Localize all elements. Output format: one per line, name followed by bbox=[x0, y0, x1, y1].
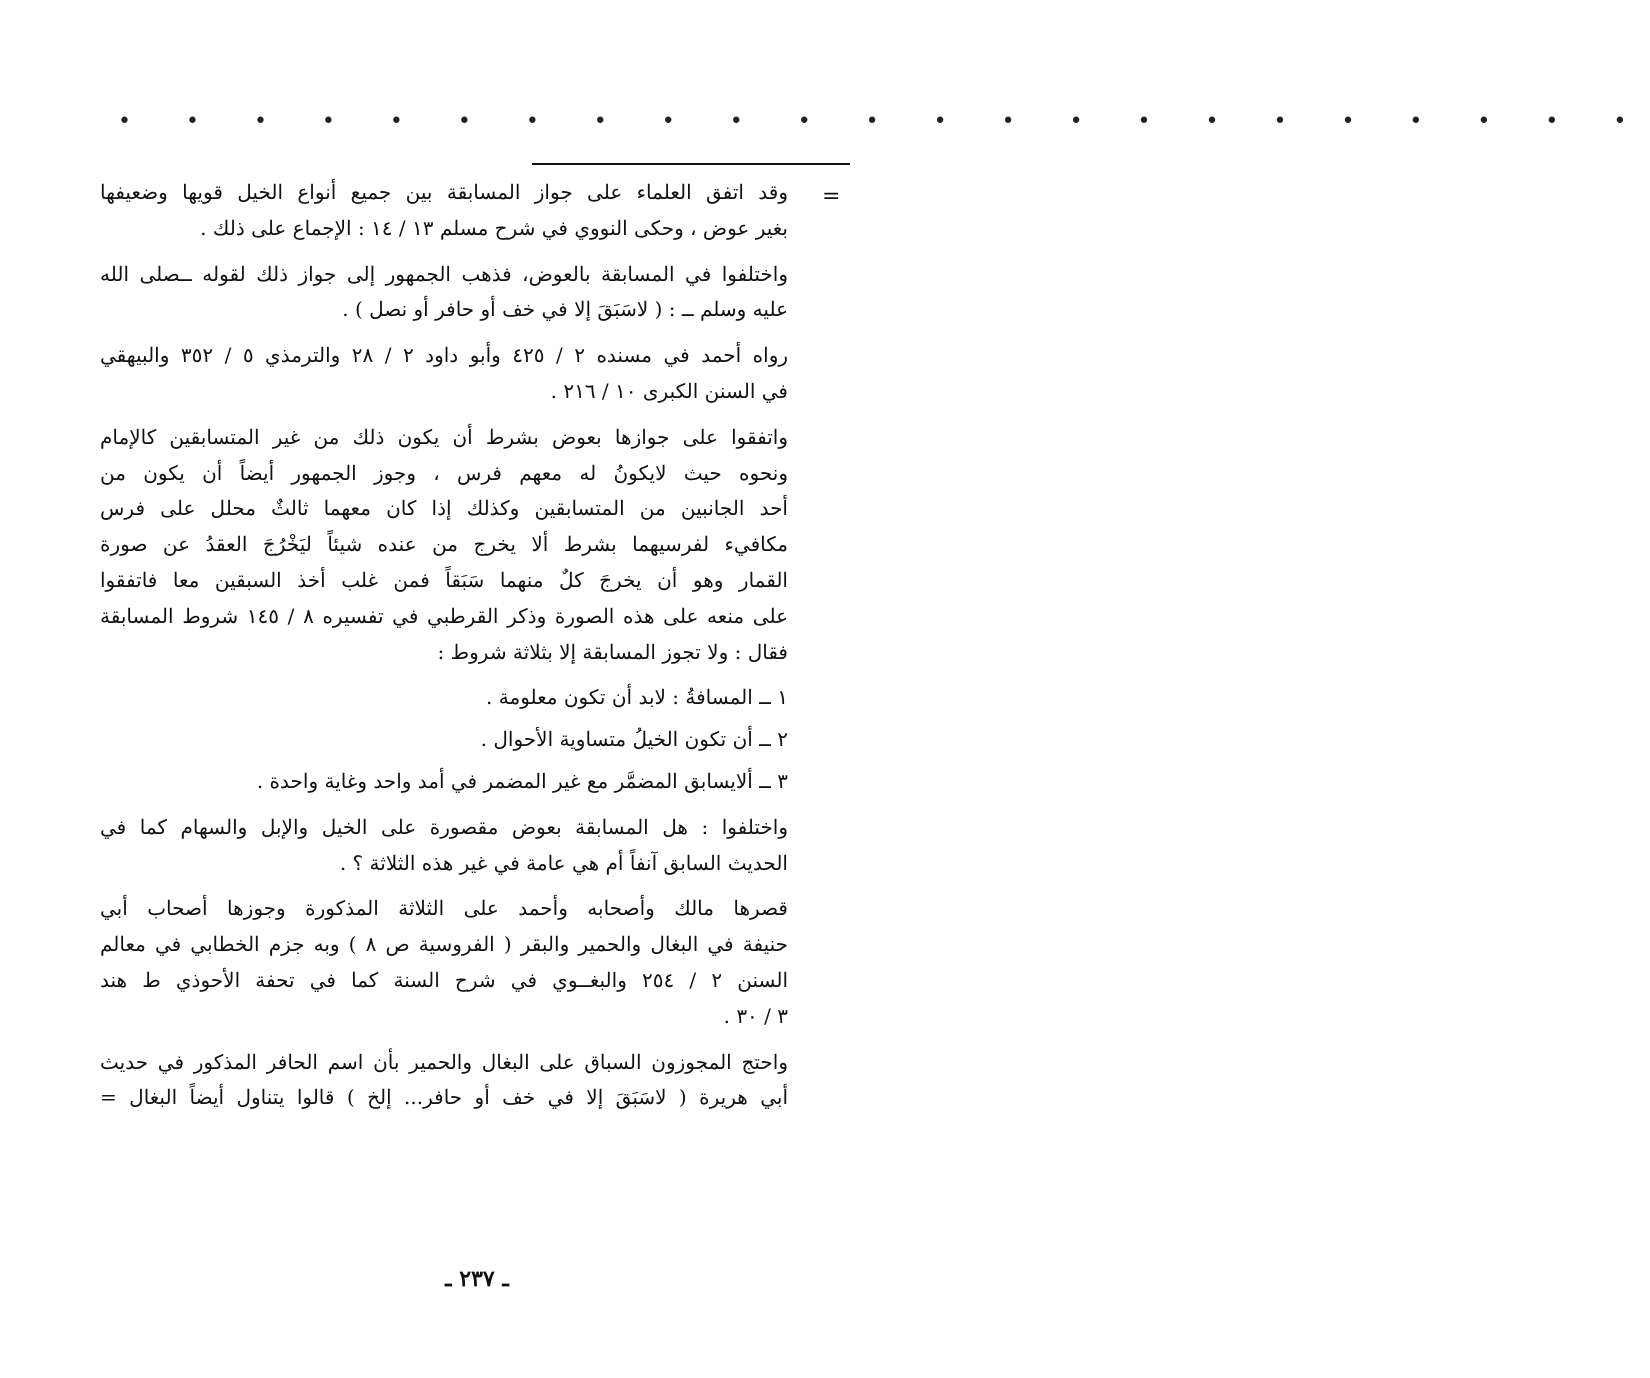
text-line: على منعه على هذه الصورة وذكر القرطبي في تفسيره ٨ / ١٤٥ شروط المسابقة bbox=[100, 603, 789, 628]
text-line: بغير عوض ، وحكى النووي في شرح مسلم ١٣ / ١٤ : الإجماع على ذلك . bbox=[200, 215, 788, 240]
condition-item: ١ ــ المسافةُ : لابد أن تكون معلومة . bbox=[486, 685, 788, 710]
text-line: وقد اتفق العلماء على جواز المسابقة بين جميع أنواع الخيل قويها وضعيفها bbox=[100, 180, 788, 204]
text-line: واختلفوا : هل المسابقة بعوض مقصورة على الخيل والإبل والسهام كما في bbox=[100, 814, 788, 839]
conditions-list bbox=[100, 680, 788, 799]
text-line: أبي هريرة ( لاسَبَقَ إلا في خف أو حافر... إلخ ) قالوا يتناول أيضاً البغال = bbox=[100, 1085, 788, 1110]
condition-item: ٣ ــ ألايسابق المضمَّر مع غير المضمر في أمد واحد وغاية واحدة . bbox=[256, 768, 788, 793]
text-line: رواه أحمد في مسنده ٢ / ٤٢٥ وأبو داود ٢ / ٢٨ والترمذي ٥ / ٣٥٢ والبيهقي bbox=[100, 343, 789, 368]
text-line: قصرها مالك وأصحابه وأحمد على الثلاثة المذكورة وجوزها أصحاب أبي bbox=[100, 896, 788, 921]
footnote-rule bbox=[532, 163, 850, 165]
paragraph-argument bbox=[100, 1045, 788, 1117]
paragraph-consensus bbox=[100, 175, 788, 247]
text-line: حنيفة في البغال والحمير والبقر ( الفروسية ص ٨ ) وبه جزم الخطابي في معالم bbox=[100, 932, 788, 957]
text-line: القمار وهو أن يخرجَ كلٌ منهما سَبَقاً فمن غلب أخذ السبقين معا فاتفقوا bbox=[100, 567, 788, 592]
footnote-text bbox=[100, 175, 788, 1126]
condition-item: ٢ ــ أن تكون الخيلُ متساوية الأحوال . bbox=[480, 727, 788, 752]
text-line: فقال : ولا تجوز المسابقة إلا بثلاثة شروط : bbox=[437, 639, 788, 664]
text-line: واتفقوا على جوازها بعوض بشرط أن يكون ذلك من غير المتسابقين كالإمام bbox=[100, 424, 788, 449]
continuation-mark: = bbox=[822, 184, 841, 209]
paragraph-disagreement bbox=[100, 257, 788, 329]
text-line: واختلفوا في المسابقة بالعوض، فذهب الجمهور إلى جواز ذلك لقوله ــصلى الله bbox=[100, 261, 788, 286]
text-line: ونحوه حيث لايكونُ له معهم فرس ، وجوز الجمهور أيضاً أن يكون من bbox=[100, 460, 788, 485]
paragraph-schools bbox=[100, 891, 788, 1034]
text-line: الحديث السابق آنفاً أم هي عامة في غير هذه الثلاثة ؟ . bbox=[339, 850, 788, 875]
text-line: مكافيء لفرسيهما بشرط ألا يخرج من عنده شيئاً ليَخْرُجَ العقدُ عن صورة bbox=[100, 532, 788, 557]
text-line: ٣ / ٣٠ . bbox=[723, 1003, 788, 1028]
text-line: واحتج المجوزون السباق على البغال والحمير بأن اسم الحافر المذكور في حديث bbox=[100, 1049, 788, 1074]
text-line: أحد الجانبين من المتسابقين وكذلك إذا كان معهما ثالثٌ محلل على فرس bbox=[100, 496, 788, 521]
text-line: في السنن الكبرى ١٠ / ٢١٦ . bbox=[550, 378, 788, 403]
page-number: ـ ٢٣٧ ـ bbox=[445, 1266, 509, 1292]
dotted-separator: • • • • • • • • • • • • • • • • • • • • • • • bbox=[118, 109, 1650, 134]
text-line: عليه وسلم ــ : ( لاسَبَقَ إلا في خف أو حافر أو نصل ) . bbox=[342, 297, 788, 322]
paragraph-narration bbox=[100, 338, 788, 410]
paragraph-agreement bbox=[100, 420, 788, 671]
text-line: السنن ٢ / ٢٥٤ والبغــوي في شرح السنة كما في تحفة الأحوذي ط هند bbox=[100, 967, 789, 992]
paragraph-question bbox=[100, 810, 788, 882]
